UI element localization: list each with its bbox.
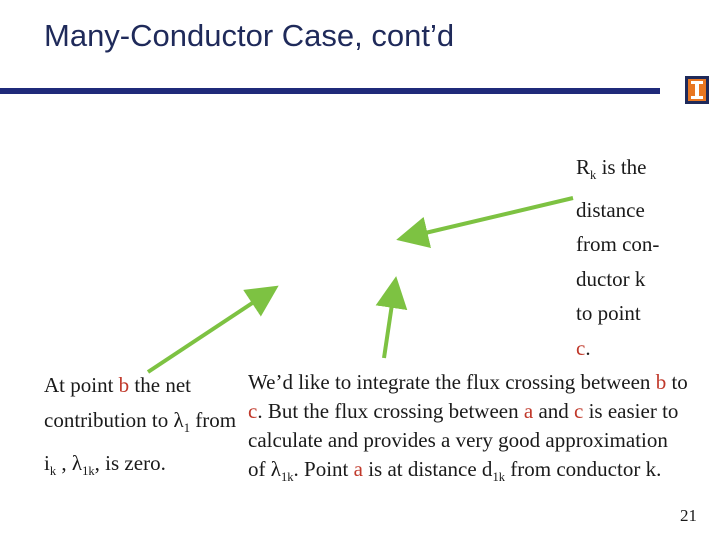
arrow-rk <box>404 198 573 238</box>
point-b-note: At point b the net contribution to $\lambda_1$ from $i_k$ , $\lambda_{1k}$, is zero. <box>44 373 237 479</box>
flux-integration-note: We’d like to integrate the flux crossing between b to c. But the flux crossing between a and c is easier to calculate and provides a very good approximation of $\lambda_{1k}$. Point a is at distance $d_{1k}$ from conductor k. <box>248 370 688 485</box>
page-number: 21 <box>680 506 697 525</box>
arrow-a <box>384 284 395 358</box>
arrow-b <box>148 290 272 372</box>
slide-title: Many-Conductor Case, cont’d <box>44 18 455 53</box>
distance-note: $R_k$ is the distance from con- ductor k to point c. <box>576 155 660 360</box>
